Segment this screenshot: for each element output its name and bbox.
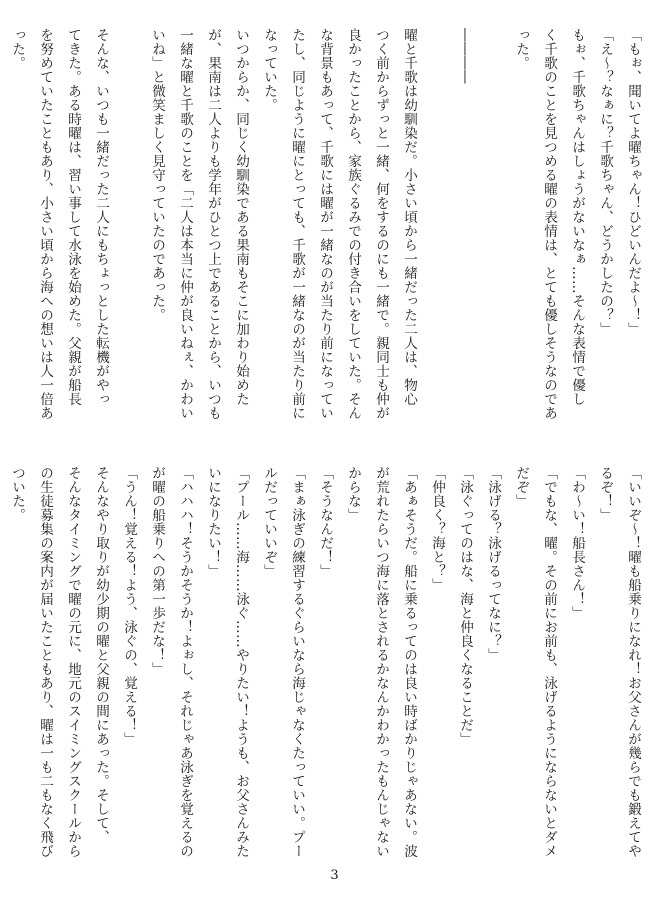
text-line: が、果南は二人よりも学年がひとつ上であることから、いつも [205,28,221,420]
text-line: 「え～？なぁに？千歌ちゃん、どうかしたの？」 [597,28,613,336]
text-line: いつからか、同じく幼馴染である果南もそこに加わり始めた [233,28,249,406]
text-line: なっていた。 [261,28,277,112]
text-line: ―――― [457,28,473,84]
text-line: な背景もあって、千歌には曜が一緒なのが当たり前になってい [317,28,333,420]
text-line: 「うん！覚える！よう、泳ぐの、覚える！」 [121,466,137,746]
text-line [479,28,507,403]
text-line: そんなタイミングで曜の元に、地元のスイミングスクールから [65,466,81,858]
text-line: 「でもな、曜。その前にお前も、泳げるようにならないとダメ [541,466,557,858]
text-line: てきた。ある時曜は、習い事して水泳を始めた。父親が船長 [65,28,81,406]
text-line: 曜と千歌は幼馴染だ。小さい頃から一緒だった二人は、物心 [401,28,417,406]
text-line: 「プール……海……泳ぐ……やりたい！ようも、お父さんみた [233,466,249,858]
text-line: の生徒募集の案内が届いたこともあり、曜は一も二もなく飛び [37,466,53,858]
page-number: 3 [330,868,339,883]
text-line: もぉ、千歌ちゃんはしょうがないなぁ……そんな表情で優し [569,28,585,406]
text-line: が曜の船乗りへの第一歩だな！」 [149,466,165,676]
text-line: が荒れたらいつ海に落とされるかなんかわかったもんじゃない [373,466,389,858]
text-line: ついた。 [9,466,25,522]
text-column-bottom [0,466,647,858]
text-line: 「もぉ、聞いてよ曜ちゃん！ひどいんだよ～！」 [625,28,641,336]
text-line: だぞ」 [513,466,529,508]
text-line: 「泳ぐってのはな、海と仲良くなることだ」 [457,466,473,746]
text-line [423,28,451,403]
text-line [115,28,143,403]
text-line: そんな、いつも一緒だった二人にもちょっとした転機がやっ [93,28,109,406]
text-line: るぞ！」 [597,466,613,522]
text-line: いになりたい！」 [205,466,221,578]
text-line: 「あぁそうだ。船に乗るってのは良い時ばかりじゃあない。波 [401,466,417,858]
text-line: つく前からずっと一緒、何をするのにも一緒で。親同士も仲が [373,28,389,420]
text-line: いね」と微笑ましく見守っていたのであった。 [149,28,165,322]
text-line: 「泳げる？泳げるってなに？」 [485,466,501,662]
text-line: を努めていたこともあり、小さい頃から海への想いは人一倍あ [37,28,53,420]
text-line: 「いいぞ～！曜も船乗りになれ！お父さんが幾らでも鍛えてや [625,466,641,858]
text-line [0,466,3,841]
text-line: からな」 [345,466,361,522]
text-line [0,28,3,403]
text-line: った。 [513,28,529,70]
text-line: 「ハハハ！そうかそうか！よぉし、それじゃあ泳ぎを覚えるの [177,466,193,858]
text-line: 「まぁ泳ぎの練習するぐらいなら海じゃなくたっていい。プー [289,466,305,858]
text-line: 「仲良く？海と？」 [429,466,445,592]
text-line: った。 [9,28,25,70]
text-line: ルだっていいぞ」 [261,466,277,578]
text-line: 「わ～い！船長さん！」 [569,466,585,620]
text-line: 良かったことから、家族ぐるみでの付き合いをしていた。そん [345,28,361,420]
text-line: たし、同じように曜にとっても、千歌が一緒なのが当たり前に [289,28,305,420]
text-line: 一緒な曜と千歌のことを「二人は本当に仲が良いねぇ、かわい [177,28,193,420]
text-line: く千歌のことを見つめる曜の表情は、とても優しそうなのであ [541,28,557,420]
text-line: 「そうなんだ！」 [317,466,333,578]
text-column-top [0,28,647,420]
text-line: そんなやり取りが幼少期の曜と父親の間にあった。そして、 [93,466,109,844]
